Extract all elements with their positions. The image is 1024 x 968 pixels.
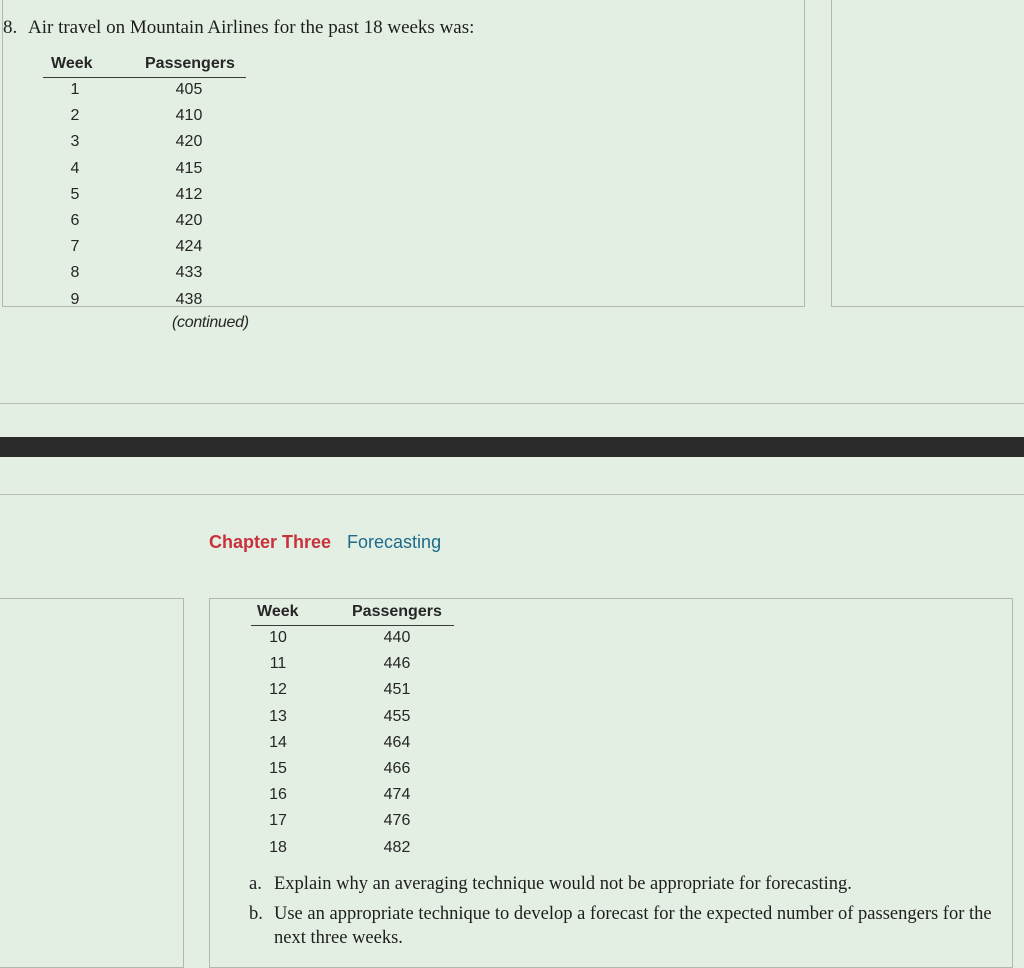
lower-left-frame — [0, 598, 184, 968]
table-header — [251, 603, 454, 625]
problem-number: 8. — [3, 17, 18, 38]
continued-label: (continued) — [172, 314, 249, 331]
week-cell: 9 — [70, 290, 80, 308]
table-row — [251, 809, 454, 835]
table-row — [43, 235, 246, 261]
passengers-cell: 420 — [175, 211, 203, 229]
passengers-cell: 464 — [383, 733, 411, 751]
table-row — [43, 78, 246, 104]
problem-text: Air travel on Mountain Airlines for the past 18 weeks was: — [28, 17, 475, 38]
problem-statement — [3, 17, 474, 39]
week-cell: 17 — [269, 812, 287, 830]
passengers-cell: 446 — [383, 655, 411, 673]
table-row — [251, 652, 454, 678]
table-row — [251, 731, 454, 757]
week-cell: 4 — [70, 159, 80, 177]
page-break-band — [0, 437, 1024, 457]
passengers-column-header: Passengers — [145, 55, 235, 72]
week-cell: 2 — [70, 107, 80, 125]
passengers-cell: 420 — [175, 133, 203, 151]
week-cell: 11 — [269, 655, 287, 673]
week-cell: 10 — [269, 629, 287, 646]
passengers-column-header: Passengers — [352, 603, 442, 620]
chapter-topic: Forecasting — [347, 532, 442, 552]
subquestion-label: a. — [249, 874, 262, 894]
subquestion-text: Use an appropriate technique to develop a forecast for the expected number of passengers for the next three weeks. — [274, 904, 992, 948]
week-cell: 12 — [269, 681, 287, 699]
week-cell: 1 — [70, 81, 80, 98]
table-row — [43, 183, 246, 209]
subquestion-text: Explain why an averaging technique would not be appropriate for forecasting. — [274, 874, 852, 894]
week-cell: 8 — [70, 264, 80, 282]
week-cell: 6 — [70, 211, 80, 229]
week-column-header: Week — [257, 603, 299, 620]
subquestion-b — [249, 902, 1001, 950]
passengers-cell: 438 — [175, 290, 203, 308]
passengers-cell: 474 — [383, 786, 411, 804]
running-head — [209, 532, 441, 553]
week-cell: 14 — [269, 733, 287, 751]
subquestion-a — [249, 872, 1009, 896]
table-header — [43, 55, 246, 77]
week-cell: 7 — [70, 238, 80, 256]
page-divider-bottom — [0, 494, 1024, 495]
subquestion-label: b. — [249, 904, 263, 924]
week-column-header: Week — [51, 55, 93, 72]
table-row — [251, 626, 454, 652]
passengers-cell: 476 — [383, 812, 411, 830]
week-cell: 15 — [269, 759, 287, 777]
passengers-cell: 466 — [383, 759, 411, 777]
table-row — [43, 104, 246, 130]
passengers-cell: 433 — [175, 264, 203, 282]
week-cell: 3 — [70, 133, 80, 151]
table-row — [251, 678, 454, 704]
passengers-cell: 455 — [383, 707, 411, 725]
table-row — [43, 209, 246, 235]
table-row — [43, 157, 246, 183]
chapter-label: Chapter Three — [209, 532, 332, 552]
page-divider-top — [0, 403, 1024, 404]
passenger-table-part2 — [251, 603, 454, 862]
table-row — [251, 757, 454, 783]
passengers-cell: 424 — [175, 238, 203, 256]
passengers-cell: 451 — [383, 681, 411, 699]
week-cell: 16 — [269, 786, 287, 804]
passengers-cell: 482 — [383, 838, 411, 856]
passengers-cell: 410 — [175, 107, 203, 125]
table-row — [251, 783, 454, 809]
week-cell: 5 — [70, 185, 80, 203]
passengers-cell: 405 — [175, 81, 203, 98]
passengers-cell: 440 — [383, 629, 411, 646]
upper-right-frame — [831, 0, 1024, 307]
passengers-cell: 415 — [175, 159, 203, 177]
table-row — [43, 130, 246, 156]
passengers-cell: 412 — [175, 185, 203, 203]
table-row — [43, 261, 246, 287]
table-row — [251, 836, 454, 862]
passenger-table-part1 — [43, 55, 246, 314]
week-cell: 18 — [269, 838, 287, 856]
week-cell: 13 — [269, 707, 287, 725]
table-row — [251, 705, 454, 731]
table-row — [43, 288, 246, 314]
